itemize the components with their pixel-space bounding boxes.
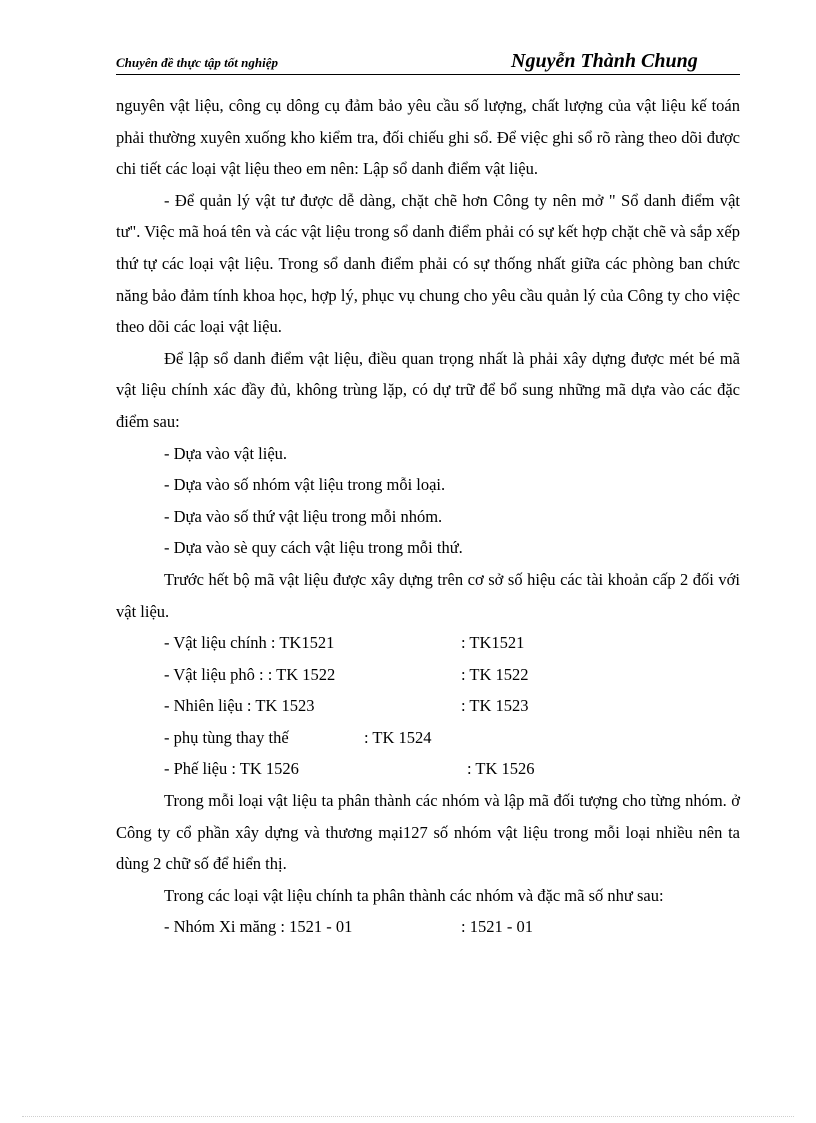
account-code: : TK1521 [461, 633, 525, 653]
group-code: : 1521 - 01 [461, 917, 533, 937]
list-item: - Dựa vào vật liệu. [164, 443, 288, 463]
account-row [116, 722, 740, 754]
paragraph-5: Trong mỗi loại vật liệu ta phân thành các nhóm và lập mã đối tượng cho từng nhóm. ở Công ty cổ phần xây dựng và thương mại127 số nhóm vật liệu trong mỗi loại nhiều nên ta dùng 2 chữ số để hiển thị. [116, 791, 740, 874]
paragraph-3: Để lập sổ danh điểm vật liệu, điều quan trọng nhất là phải xây dựng được mét bé mã vật liệu chính xác đầy đủ, không trùng lặp, có dự trữ để bổ sung những mã dựa vào các đặc điểm sau: [116, 348, 740, 431]
account-code: : TK 1523 [461, 696, 529, 716]
account-code: : TK 1522 [461, 664, 529, 684]
header-title: Chuyên đề thực tập tốt nghiệp [116, 55, 278, 70]
paragraph-6: Trong các loại vật liệu chính ta phân thành các nhóm và đặc mã số như sau: [164, 885, 664, 905]
page-content [116, 90, 740, 943]
account-code: : TK 1524 [364, 727, 432, 747]
account-code: : TK 1526 [467, 759, 535, 779]
group-label: - Nhóm Xi măng : 1521 - 01 [164, 917, 353, 937]
account-row [116, 627, 740, 659]
paragraph-2: - Để quản lý vật tư được dễ dàng, chặt chẽ hơn Công ty nên mở " Sổ danh điểm vật tư". Việc mã hoá tên và các vật liệu trong sổ danh điểm phải có sự kết hợp chặt chẽ và sắp xếp thứ tự các loại vật liệu. Trong sổ danh điểm phải có sự thống nhất giữa các phòng ban chức năng bảo đảm tính khoa học, hợp lý, phục vụ chung cho yêu cầu quản lý của Công ty cho việc theo dõi các loại vật liệu. [116, 190, 740, 337]
account-label: - Nhiên liệu : TK 1523 [164, 696, 315, 716]
list-item: - Dựa vào số thứ vật liệu trong mỗi nhóm. [164, 506, 443, 526]
list-item: - Dựa vào sè quy cách vật liệu trong mỗi thứ. [164, 538, 463, 558]
account-row [116, 753, 740, 785]
account-label: - Vật liệu phô : : TK 1522 [164, 664, 336, 684]
header-author: Nguyễn Thành Chung [511, 50, 698, 72]
paragraph-4: Trước hết bộ mã vật liệu được xây dựng trên cơ sở số hiệu các tài khoản cấp 2 đối với vật liệu. [116, 569, 740, 621]
footer-divider [22, 1116, 794, 1117]
account-row [116, 659, 740, 691]
account-label: - Phế liệu : TK 1526 [164, 759, 299, 779]
paragraph-1: nguyên vật liệu, công cụ dông cụ đảm bảo yêu cầu số lượng, chất lượng của vật liệu kế toán phải thường xuyên xuống kho kiểm tra, đối chiếu ghi sổ. Để việc ghi sổ rõ ràng theo dõi được chi tiết các loại vật liệu theo em nên: Lập sổ danh điểm vật liệu. [116, 96, 740, 179]
list-item: - Dựa vào số nhóm vật liệu trong mỗi loại. [164, 475, 446, 495]
account-row [116, 690, 740, 722]
account-label: - phụ tùng thay thế [164, 727, 289, 747]
page-header [116, 46, 740, 75]
account-label: - Vật liệu chính : TK1521 [164, 633, 335, 653]
group-row [116, 911, 740, 943]
